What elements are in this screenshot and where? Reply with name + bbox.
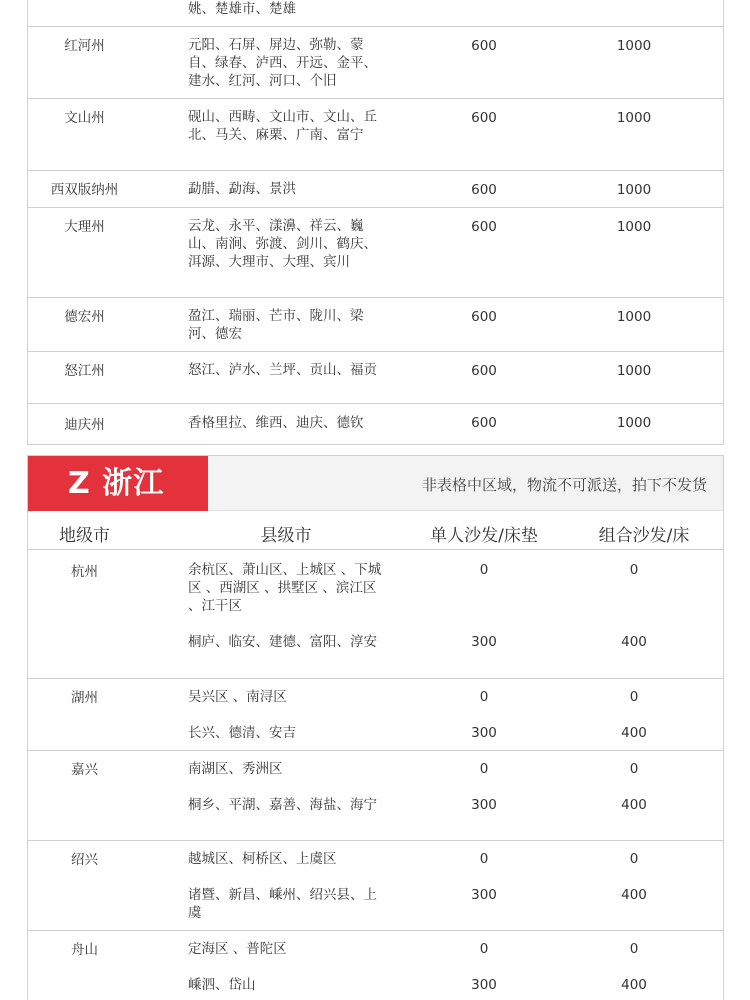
combo-sofa-fee: 400 — [621, 977, 647, 993]
combo-sofa-fee: 1000 — [616, 309, 652, 325]
single-sofa-fee: 0 — [479, 689, 489, 705]
single-sofa-fee: 300 — [471, 977, 497, 993]
single-sofa-fee: 600 — [471, 182, 497, 198]
county-cell: 余杭区、萧山区、上城区 、下城区 、西湖区 、拱墅区 、滨江区 、江干区 — [188, 562, 382, 614]
county-cell: 诸暨、新昌、嵊州、绍兴县、上虞 — [188, 887, 377, 921]
county-cell: 嵊泗、岱山 — [188, 977, 256, 993]
single-sofa-fee: 600 — [471, 38, 497, 54]
combo-sofa-fee: 0 — [629, 851, 639, 867]
city-cell: 绍兴 — [71, 852, 98, 868]
single-sofa-fee: 600 — [471, 110, 497, 126]
table-row — [28, 0, 723, 27]
county-cell: 越城区、柯桥区、上虞区 — [188, 851, 337, 867]
county-cell: 勐腊、勐海、景洪 — [188, 181, 296, 197]
province-header — [28, 456, 723, 511]
county-cell: 怒江、泸水、兰坪、贡山、福贡 — [188, 362, 377, 378]
column-header-row — [28, 511, 723, 550]
combo-sofa-fee: 1000 — [616, 38, 652, 54]
city-cell: 迪庆州 — [64, 417, 105, 433]
combo-sofa-fee: 0 — [629, 562, 639, 578]
county-cell: 元阳、石屏、屏边、弥勒、蒙自、绿春、泸西、开远、金平、建水、红河、河口、个旧 — [188, 37, 377, 89]
table-row — [28, 352, 723, 404]
city-cell: 大理州 — [64, 219, 105, 235]
table-row — [28, 208, 723, 298]
table-row — [28, 298, 723, 352]
county-cell: 南湖区、秀洲区 — [188, 761, 283, 777]
combo-sofa-fee: 0 — [629, 689, 639, 705]
table-row — [28, 841, 723, 931]
table-row — [28, 99, 723, 171]
column-header-city: 地级市 — [59, 526, 110, 546]
county-cell: 定海区 、普陀区 — [188, 941, 287, 957]
single-sofa-fee: 0 — [479, 562, 489, 578]
city-cell: 西双版纳州 — [50, 182, 119, 198]
city-cell: 杭州 — [71, 564, 98, 580]
column-header-combo-sofa: 组合沙发/床 — [598, 526, 690, 546]
combo-sofa-fee: 1000 — [616, 363, 652, 379]
combo-sofa-fee: 0 — [629, 941, 639, 957]
county-cell: 香格里拉、维西、迪庆、德钦 — [188, 415, 364, 431]
column-header-county: 县级市 — [260, 526, 312, 546]
city-cell: 舟山 — [71, 942, 98, 958]
single-sofa-fee: 0 — [479, 761, 489, 777]
table-row — [28, 404, 723, 444]
single-sofa-fee: 600 — [471, 309, 497, 325]
table-row — [28, 931, 723, 1000]
single-sofa-fee: 0 — [479, 941, 489, 957]
table-row — [28, 171, 723, 208]
table-row — [28, 27, 723, 99]
combo-sofa-fee: 1000 — [616, 415, 652, 431]
city-cell: 嘉兴 — [71, 762, 98, 778]
single-sofa-fee: 600 — [471, 363, 497, 379]
city-cell: 德宏州 — [64, 309, 105, 325]
county-cell: 云龙、永平、漾濞、祥云、巍山、南涧、弥渡、剑川、鹤庆、洱源、大理市、大理、宾川 — [188, 218, 377, 270]
single-sofa-fee: 600 — [471, 219, 497, 235]
column-header-single-sofa: 单人沙发/床垫 — [430, 526, 538, 546]
combo-sofa-fee: 400 — [621, 797, 647, 813]
single-sofa-fee: 0 — [479, 851, 489, 867]
county-cell: 盈江、瑞丽、芒市、陇川、梁河、德宏 — [188, 308, 364, 342]
county-cell: 桐庐、临安、建德、富阳、淳安 — [188, 634, 377, 650]
combo-sofa-fee: 1000 — [616, 219, 652, 235]
combo-sofa-fee: 400 — [621, 887, 647, 903]
combo-sofa-fee: 0 — [629, 761, 639, 777]
delivery-notice: 非表格中区域，物流不可派送，拍下不发货 — [421, 476, 707, 494]
single-sofa-fee: 300 — [471, 887, 497, 903]
city-cell: 湖州 — [71, 690, 98, 706]
province-title: Z 浙江 — [28, 456, 208, 511]
table-row — [28, 551, 723, 679]
city-cell: 红河州 — [64, 38, 105, 54]
single-sofa-fee: 300 — [471, 634, 497, 650]
single-sofa-fee: 300 — [471, 797, 497, 813]
table-row — [28, 751, 723, 841]
county-cell: 砚山、西畴、文山市、文山、丘北、马关、麻栗、广南、富宁 — [188, 109, 377, 143]
county-cell: 长兴、德清、安吉 — [188, 725, 296, 741]
city-cell: 文山州 — [64, 110, 105, 126]
single-sofa-fee: 600 — [471, 415, 497, 431]
yunnan-table — [27, 0, 724, 445]
city-cell: 怒江州 — [64, 363, 105, 379]
combo-sofa-fee: 1000 — [616, 182, 652, 198]
county-cell: 桐乡、平湖、嘉善、海盐、海宁 — [188, 797, 377, 813]
single-sofa-fee: 300 — [471, 725, 497, 741]
table-row — [28, 679, 723, 751]
county-cell: 吴兴区 、南浔区 — [188, 689, 287, 705]
combo-sofa-fee: 1000 — [616, 110, 652, 126]
combo-sofa-fee: 400 — [621, 725, 647, 741]
zhejiang-table — [27, 455, 724, 1000]
combo-sofa-fee: 400 — [621, 634, 647, 650]
county-cell: 姚、楚雄市、楚雄 — [188, 1, 296, 17]
